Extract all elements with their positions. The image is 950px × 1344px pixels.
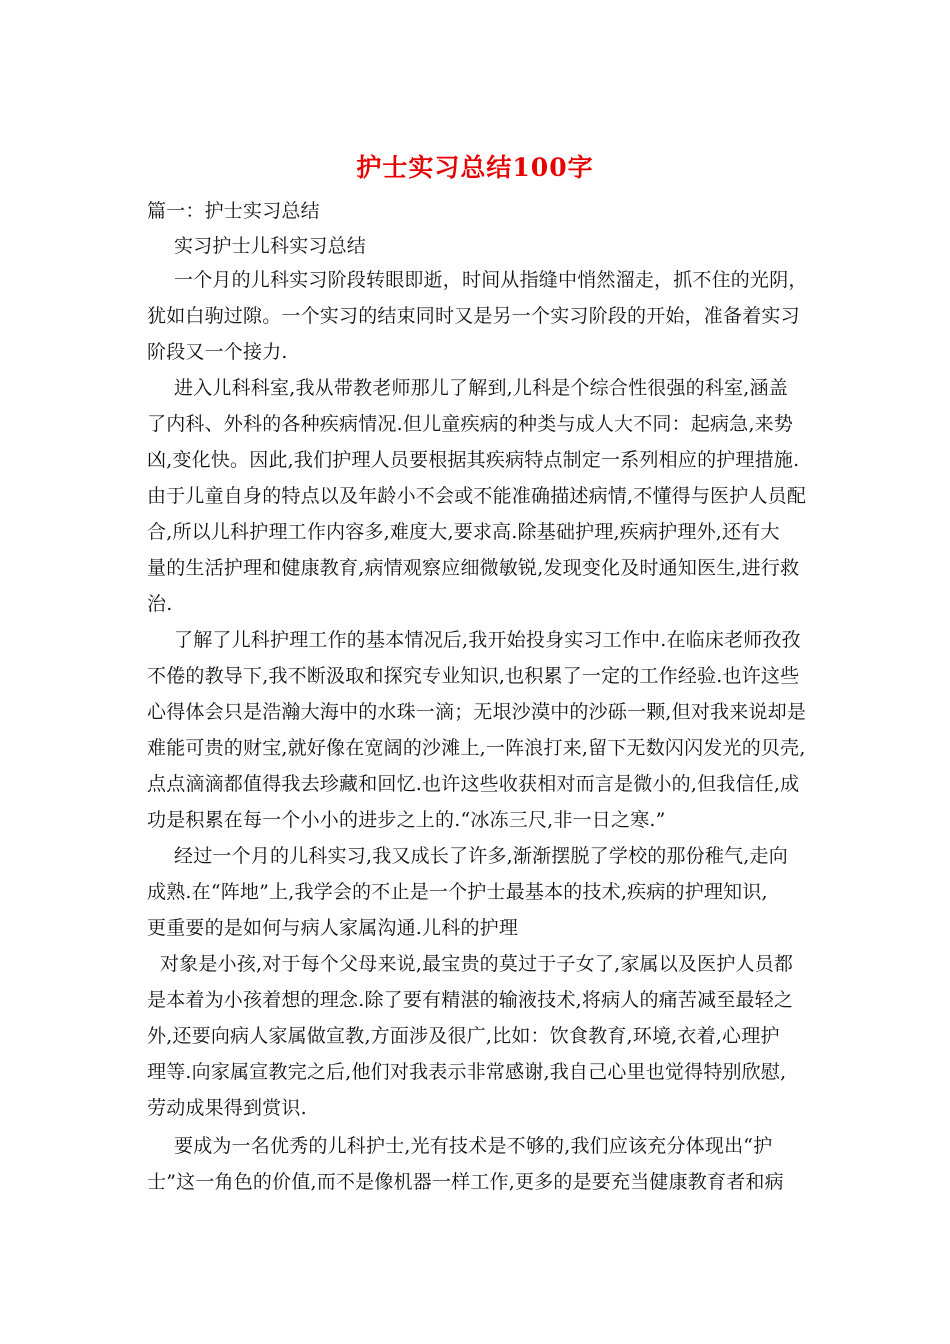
paragraph-line: 对象是小孩,对于每个父母来说,最宝贵的莫过于子女了,家属以及医护人员都 (160, 953, 794, 975)
paragraph-line: 了解了儿科护理工作的基本情况后,我开始投身实习工作中.在临床老师孜孜 (174, 629, 801, 651)
paragraph-line: 治. (147, 593, 173, 615)
paragraph-line: 阶段又一个接力. (147, 341, 288, 363)
paragraph-line: 凶,变化快。因此,我们护理人员要根据其疾病特点制定一系列相应的护理措施. (147, 449, 800, 471)
paragraph-line: 进入儿科科室,我从带教老师那儿了解到,儿科是个综合性很强的科室,涵盖 (174, 377, 788, 399)
paragraph-line: 量的生活护理和健康教育,病情观察应细微敏锐,发现变化及时通知医生,进行救 (147, 557, 800, 579)
paragraph-line: 成熟.在“阵地”上,我学会的不止是一个护士最基本的技术,疾病的护理知识, (147, 881, 768, 903)
paragraph-line: 点点滴滴都值得我去珍藏和回忆.也许这些收获相对而言是微小的,但我信任,成 (147, 773, 800, 795)
paragraph-line: 是本着为小孩着想的理念.除了要有精湛的输液技术,将病人的痛苦减至最轻之 (147, 989, 794, 1011)
paragraph-line: 犹如白驹过隙。一个实习的结束同时又是另一个实习阶段的开始，准备着实习 (147, 305, 800, 327)
section-heading: 篇一：护士实习总结 (147, 200, 320, 222)
paragraph-line: 要成为一名优秀的儿科护士,光有技术是不够的,我们应该充分体现出“护 (174, 1135, 773, 1157)
paragraph-line: 合,所以儿科护理工作内容多,难度大,要求高.除基础护理,疾病护理外,还有大 (147, 521, 780, 543)
paragraph-line: 外,还要向病人家属做宣教,方面涉及很广,比如：饮食教育,环境,衣着,心理护 (147, 1025, 780, 1047)
paragraph-line: 由于儿童自身的特点以及年龄小不会或不能准确描述病情,不懂得与医护人员配 (147, 485, 807, 507)
paragraph-line: 心得体会只是浩瀚大海中的水珠一滴；无垠沙漠中的沙砾一颗,但对我来说却是 (147, 701, 807, 723)
paragraph-line: 难能可贵的财宝,就好像在宽阔的沙滩上,一阵浪打来,留下无数闪闪发光的贝壳, (147, 737, 806, 759)
paragraph-line: 经过一个月的儿科实习,我又成长了许多,渐渐摆脱了学校的那份稚气,走向 (174, 845, 788, 867)
paragraph-line: 了内科、外科的各种疾病情况.但儿童疾病的种类与成人大不同：起病急,来势 (147, 413, 794, 435)
subsection-heading: 实习护士儿科实习总结 (174, 235, 367, 257)
paragraph-line: 劳动成果得到赏识. (147, 1097, 307, 1119)
paragraph-line: 不倦的教导下,我不断汲取和探究专业知识,也积累了一定的工作经验.也许这些 (147, 665, 800, 687)
paragraph-line: 理等.向家属宣教完之后,他们对我表示非常感谢,我自己心里也觉得特别欣慰, (147, 1061, 787, 1083)
document-title: 护士实习总结100字 (356, 153, 594, 182)
paragraph-line: 更重要的是如何与病人家属沟通.儿科的护理 (147, 917, 519, 939)
paragraph-line: 士”这一角色的价值,而不是像机器一样工作,更多的是要充当健康教育者和病 (147, 1171, 784, 1193)
paragraph-line: 功是积累在每一个小小的进步之上的.“冰冻三尺,非一日之寒.” (147, 809, 666, 831)
paragraph-line: 一个月的儿科实习阶段转眼即逝，时间从指缝中悄然溜走，抓不住的光阴， (174, 269, 808, 291)
